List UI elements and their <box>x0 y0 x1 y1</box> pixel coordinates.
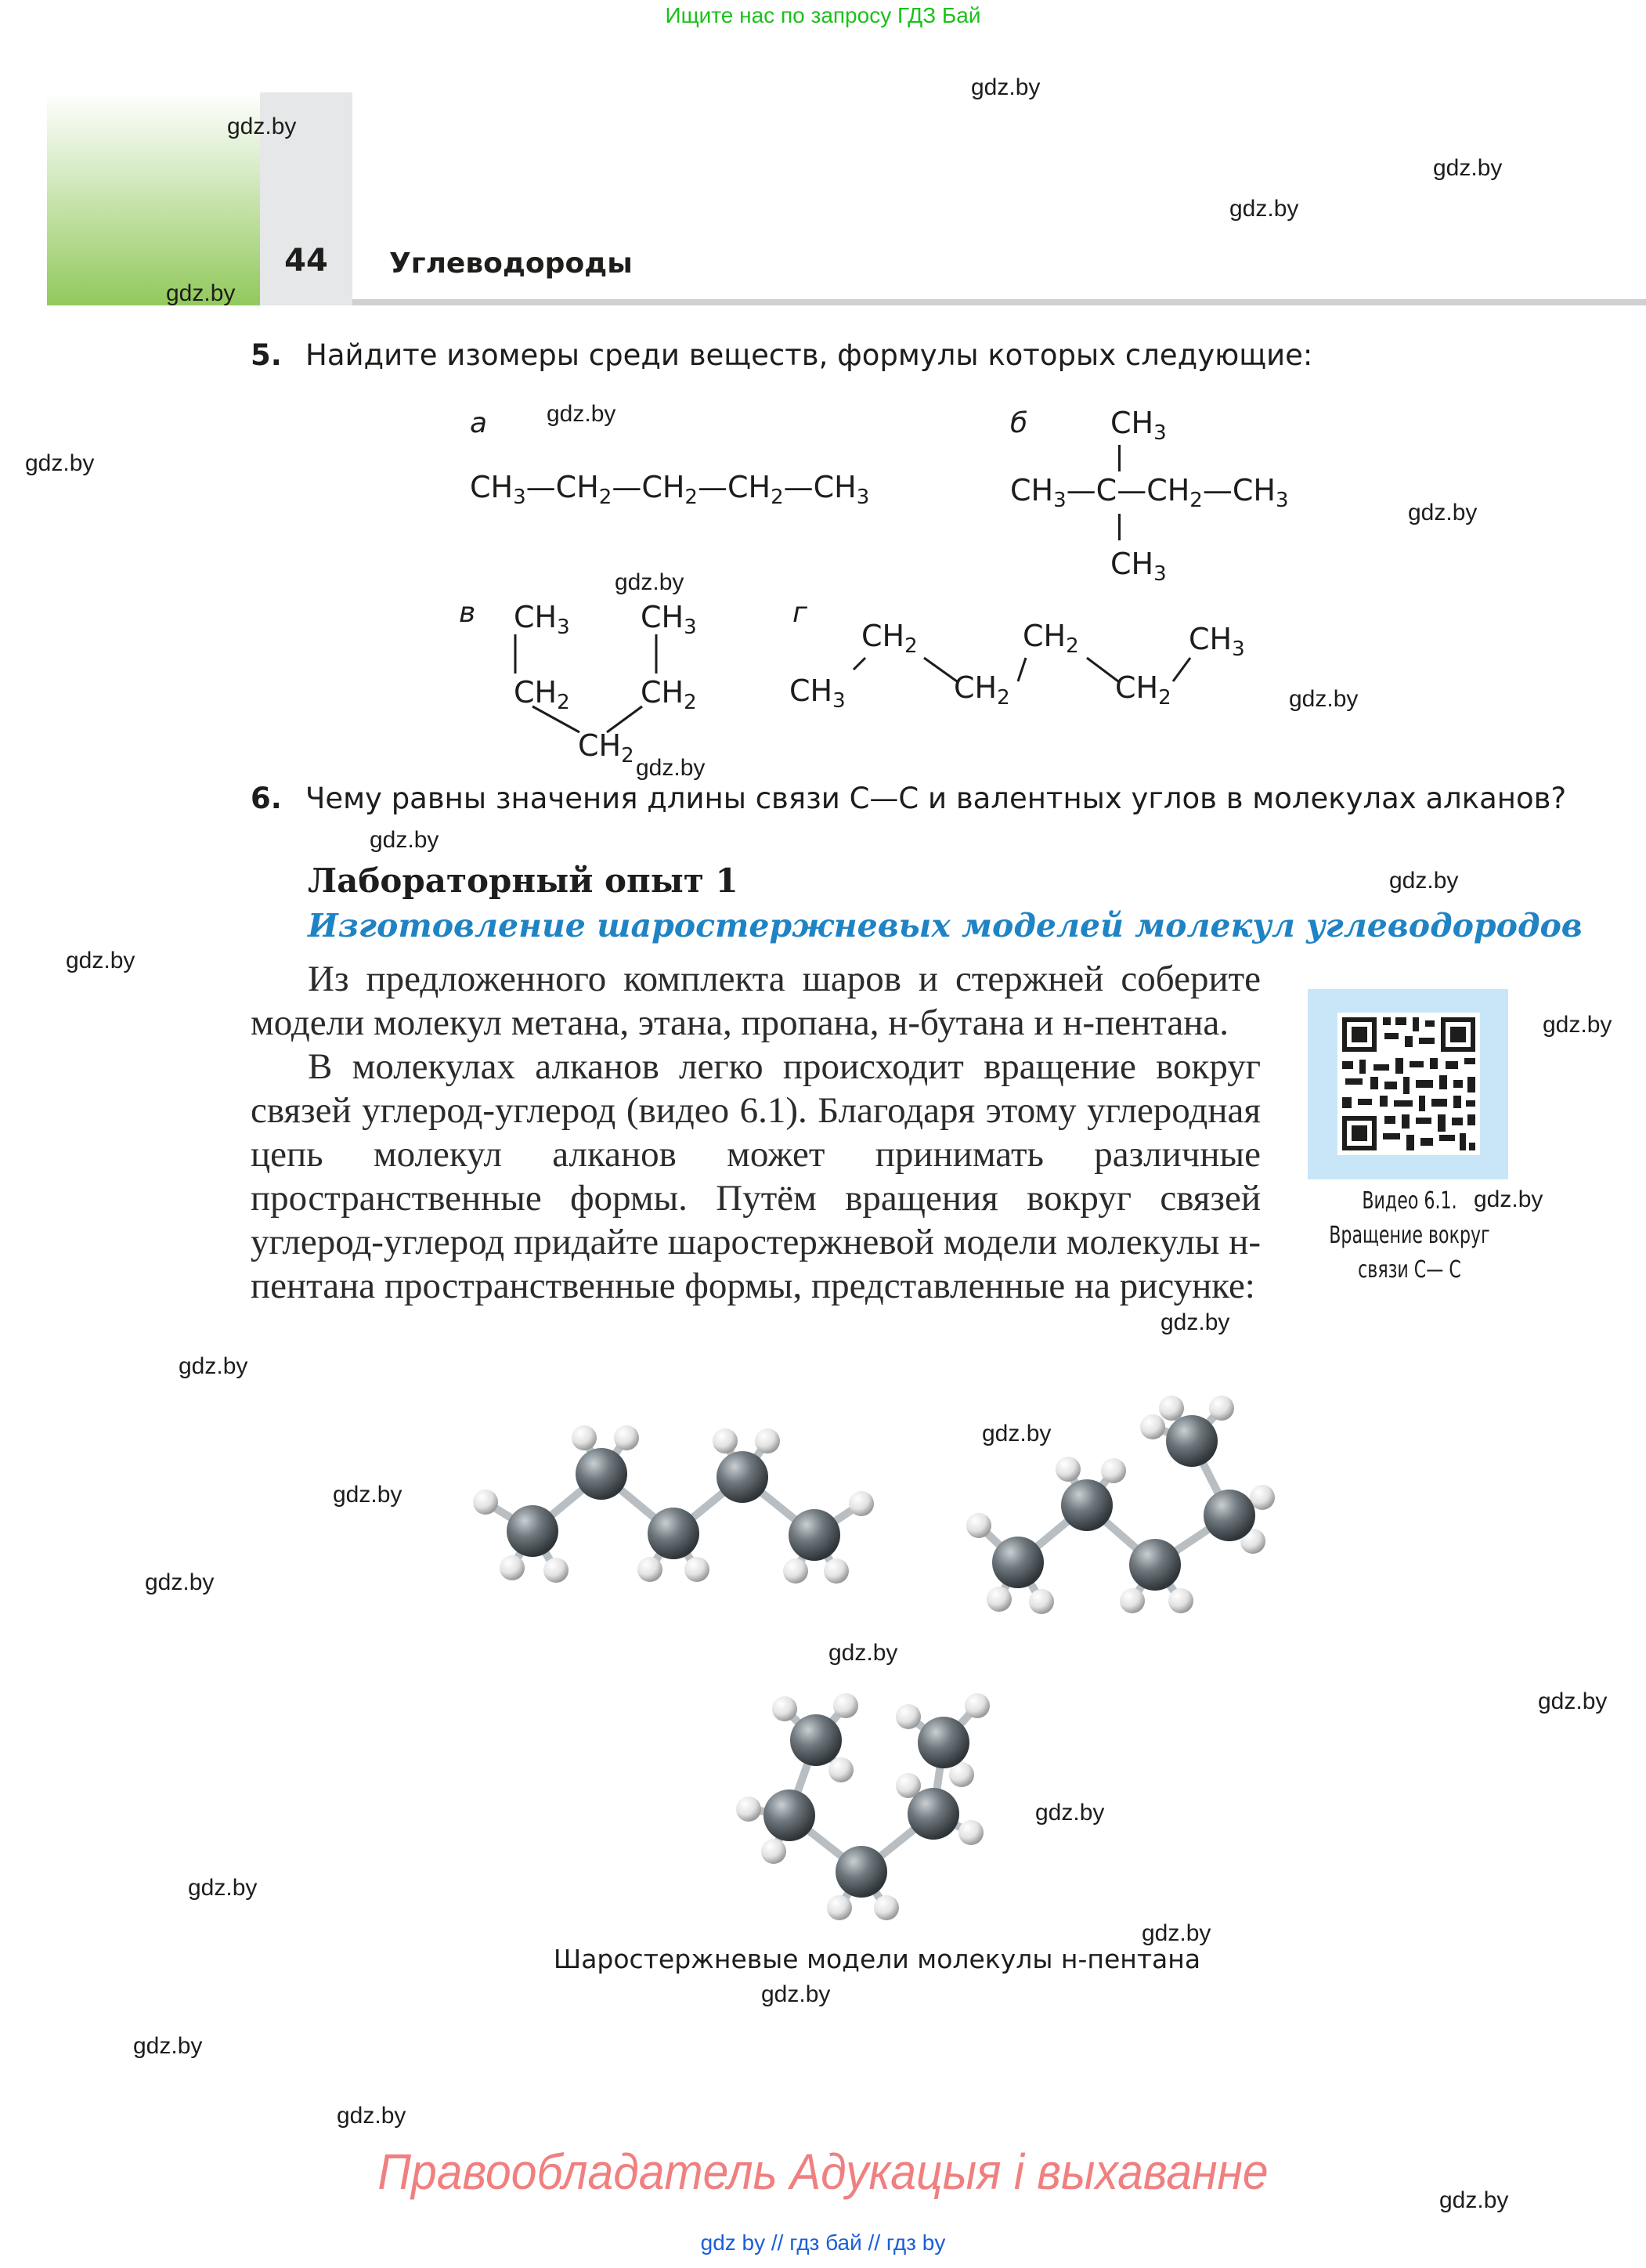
watermark: gdz.by <box>547 401 616 427</box>
watermark: gdz.by <box>145 1569 215 1595</box>
formula-label-v: в <box>459 597 476 629</box>
formula-label-b: б <box>1010 407 1028 439</box>
watermark: gdz.by <box>828 1640 898 1666</box>
watermark: gdz.by <box>227 114 297 139</box>
formula-v-ch2-right: $CH_2$ <box>641 675 697 714</box>
qr-code-box[interactable] <box>1308 989 1508 1179</box>
lab-body <box>251 957 1261 1308</box>
formula-label-a: а <box>470 407 488 439</box>
formula-label-g: г <box>792 597 807 629</box>
formula-b-bottom: $CH_3$ <box>1110 547 1167 586</box>
watermark: gdz.by <box>982 1421 1052 1446</box>
formula-b-bond-up <box>1118 445 1121 471</box>
formula-g-ch2-3: $CH_2$ <box>1023 619 1079 658</box>
formula-v-ch2-left: $CH_2$ <box>514 675 570 714</box>
formula-b-bond-down <box>1118 514 1121 540</box>
watermark: gdz.by <box>166 280 236 306</box>
watermark: gdz.by <box>333 1482 402 1508</box>
watermark: gdz.by <box>1538 1688 1608 1714</box>
running-title: Углеводороды <box>389 247 633 280</box>
task6-text: Чему равны значения длины связи С—С и валентных углов в молекулах алканов? <box>305 782 1567 815</box>
task5-number: 5. <box>251 338 282 372</box>
formula-b-top: $CH_3$ <box>1110 406 1167 445</box>
formula-g-ch2-4: $CH_2$ <box>1115 670 1171 710</box>
watermark: gdz.by <box>1035 1800 1105 1826</box>
watermark: gdz.by <box>1433 155 1503 181</box>
video-caption-line2: Вращение вокруг <box>1329 1222 1490 1249</box>
lab-subtitle: Изготовление шаростержневых моделей молекул углеводородов <box>308 907 1583 944</box>
qr-code-icon <box>1308 989 1508 1179</box>
video-caption <box>1319 1184 1500 1287</box>
formula-v-ch3-left: $CH_3$ <box>514 600 570 639</box>
watermark: gdz.by <box>1543 1012 1612 1038</box>
watermark: gdz.by <box>179 1353 248 1379</box>
watermark: gdz.by <box>188 1875 258 1901</box>
formula-b-main: $CH_3—C—CH_2—CH_3$ <box>1010 473 1289 512</box>
figure-caption: Шаростержневые модели молекулы н-пентана <box>553 1944 1201 1974</box>
lab-title: Лабораторный опыт 1 <box>308 861 738 900</box>
watermark: gdz.by <box>1439 2187 1509 2213</box>
watermark: gdz.by <box>1289 686 1359 712</box>
watermark: gdz.by <box>66 948 135 973</box>
watermark: gdz.by <box>1229 196 1299 222</box>
formula-g-ch2-1: $CH_2$ <box>861 619 918 658</box>
bottom-links[interactable]: gdz by // гдз бай // гдз by <box>700 2230 946 2255</box>
formula-v-ch2-bottom: $CH_2$ <box>578 728 634 767</box>
pentane-model-curled-atoms <box>736 1693 990 1920</box>
top-notice[interactable]: Ищите нас по запросу ГДЗ Бай <box>665 3 981 27</box>
page-number: 44 <box>284 243 328 279</box>
lab-paragraph-2: В молекулах алканов легко происходит вращение вокруг связей углерод-углерод (видео 6.1). Благодаря этому углеродная цепь молекул алканов может принимать различные пространственные формы. Путём вращения вокруг связей углерод-углерод придайте шаростержневой модели молекулы н-пентана пространственные формы, представленные на рисунке: <box>251 1046 1261 1306</box>
formula-g-ch2-2: $CH_2$ <box>954 670 1010 710</box>
video-caption-line1: Видео 6.1. <box>1362 1187 1457 1215</box>
formula-a: $CH_3—CH_2—CH_2—CH_2—CH_3$ <box>470 470 870 509</box>
watermark: gdz.by <box>1408 500 1478 525</box>
watermark: gdz.by <box>1389 868 1459 894</box>
video-caption-line3: связи С— С <box>1358 1256 1461 1284</box>
header-rule <box>352 299 1646 305</box>
lab-paragraph-1: Из предложенного комплекта шаров и стержней соберите модели молекул метана, этана, пропана, н-бутана и н-пентана. <box>251 959 1261 1043</box>
watermark: gdz.by <box>1474 1186 1543 1212</box>
watermark: gdz.by <box>133 2033 203 2059</box>
watermark: gdz.by <box>337 2103 406 2129</box>
watermark: gdz.by <box>636 755 706 781</box>
watermark: gdz.by <box>615 569 684 595</box>
watermark: gdz.by <box>971 74 1041 100</box>
watermark: gdz.by <box>1142 1920 1211 1946</box>
watermark: gdz.by <box>370 827 439 853</box>
watermark: gdz.by <box>1161 1309 1230 1335</box>
task5-text: Найдите изомеры среди веществ, формулы которых следующие: <box>305 338 1313 372</box>
watermark: gdz.by <box>25 450 95 476</box>
formula-v-ch3-right: $CH_3$ <box>641 600 697 639</box>
pentane-model-zigzag-atoms <box>473 1425 874 1584</box>
formula-g-ch3-end: $CH_3$ <box>1189 622 1245 661</box>
copyright-notice: Правообладатель Адукацыя і выхаванне <box>377 2143 1269 2200</box>
formula-g-ch3-start: $CH_3$ <box>789 674 846 713</box>
watermark: gdz.by <box>761 1981 831 2007</box>
task6-number: 6. <box>251 782 282 815</box>
